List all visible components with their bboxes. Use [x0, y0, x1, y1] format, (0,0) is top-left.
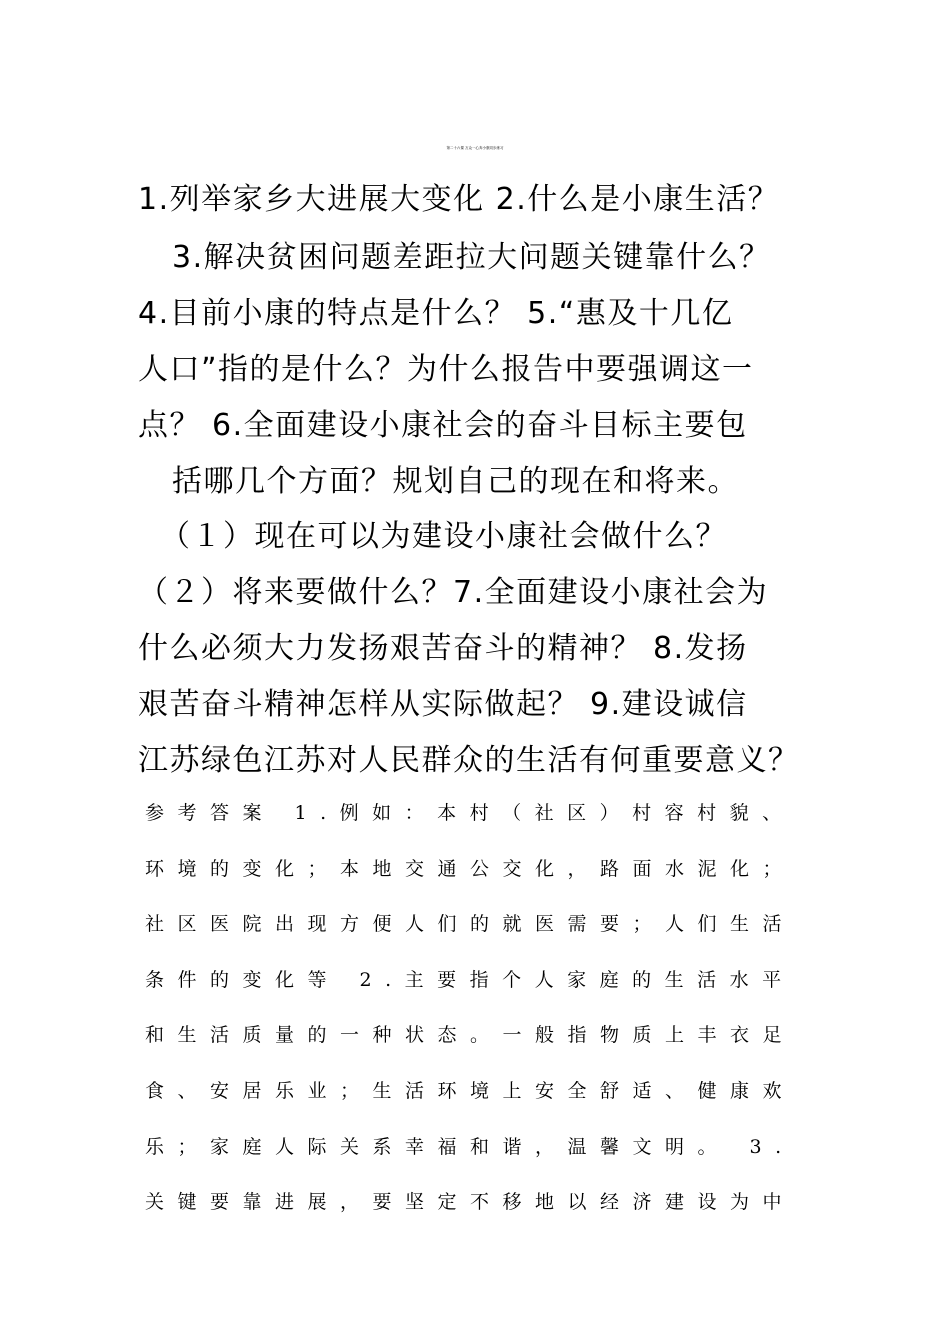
answer-line: 社区医院出现方便人们的就医需要；人们生活	[145, 913, 796, 935]
question-line: 艰苦奋斗精神怎样从实际做起？ 9.建设诚信	[138, 687, 748, 722]
answer-line: 关键要靠进展，要坚定不移地以经济建设为中	[145, 1191, 796, 1213]
answer-line: 条件的变化等 2.主要指个人家庭的生活水平	[145, 969, 795, 991]
question-line: 4.目前小康的特点是什么？ 5.“惠及十几亿	[138, 296, 734, 331]
question-line: 3.解决贫困问题差距拉大问题关键靠什么？	[172, 240, 771, 275]
answer-line: 和生活质量的一种状态。一般指物质上丰衣足	[145, 1024, 796, 1046]
question-line: 点？ 6.全面建设小康社会的奋斗目标主要包	[138, 408, 748, 443]
question-line: 江苏绿色江苏对人民群众的生活有何重要意义？	[138, 743, 800, 778]
answer-line: 环境的变化；本地交通公交化，路面水泥化；	[145, 858, 796, 880]
question-line: 人口”指的是什么？为什么报告中要强调这一	[138, 352, 754, 387]
question-line: （２）将来要做什么？7.全面建设小康社会为	[138, 575, 769, 610]
page-title: 第二十六课 万众一心奔小康同步练习	[446, 146, 504, 150]
question-line: 1.列举家乡大进展大变化 2.什么是小康生活？	[138, 182, 780, 217]
question-line: 什么必须大力发扬艰苦奋斗的精神？ 8.发扬	[138, 631, 748, 666]
answer-line: 食、安居乐业；生活环境上安全舒适、健康欢	[145, 1080, 796, 1102]
answer-line: 乐；家庭人际关系幸福和谐，温馨文明。 3.	[145, 1136, 795, 1158]
answer-line: 参考答案 1.例如：本村（社区）村容村貌、	[145, 802, 795, 824]
question-line: 括哪几个方面？规划自己的现在和将来。	[172, 464, 739, 499]
question-line: （１）现在可以为建设小康社会做什么？	[160, 519, 727, 554]
